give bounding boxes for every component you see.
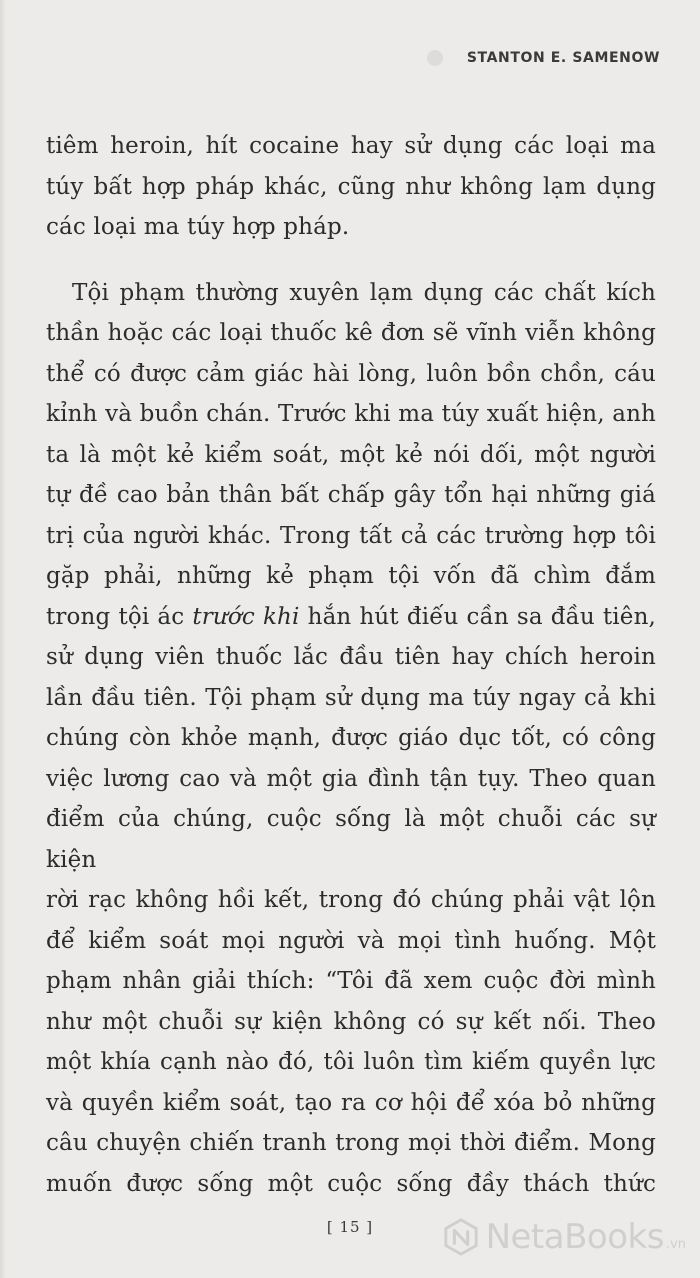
watermark-brand: NetaBooks: [485, 1217, 664, 1257]
text-line: túy bất hợp pháp khác, cũng như không lạm dụng: [46, 173, 656, 200]
text-line: muốn được sống một cuộc sống đầy thách thức: [46, 1170, 656, 1197]
text-line: thể có được cảm giác hài lòng, luôn bồn chồn, cáu: [46, 360, 656, 387]
text-line: trị của người khác. Trong tất cả các trường hợp tôi: [46, 522, 656, 549]
watermark: [442, 1218, 686, 1256]
text-run: trong tội ác: [46, 603, 193, 630]
text-line: rời rạc không hồi kết, trong đó chúng phải vật lộn: [46, 887, 656, 913]
text-line-with-emphasis: [46, 597, 656, 638]
header-ornament-icon: [427, 50, 443, 66]
page-number: [ 15 ]: [326, 1218, 374, 1236]
text-line: các loại ma túy hợp pháp.: [46, 214, 350, 240]
netabooks-logo-icon: [442, 1218, 480, 1256]
text-line: như một chuỗi sự kiện không có sự kết nối. Theo: [46, 1008, 656, 1035]
text-line: gặp phải, những kẻ phạm tội vốn đã chìm đắm: [46, 563, 656, 589]
text-line: Tội phạm thường xuyên lạm dụng các chất kích: [72, 279, 656, 306]
text-line: phạm nhân giải thích: “Tôi đã xem cuộc đời mình: [46, 968, 656, 994]
text-line: ta là một kẻ kiểm soát, một kẻ nói dối, một người: [46, 441, 656, 468]
text-line: điểm của chúng, cuộc sống là một chuỗi các sự kiện: [46, 806, 656, 873]
text-line: lần đầu tiên. Tội phạm sử dụng ma túy ngay cả khi: [46, 684, 656, 711]
text-line: để kiểm soát mọi người và mọi tình huống. Một: [46, 927, 656, 954]
text-line: tự đề cao bản thân bất chấp gây tổn hại những giá: [46, 482, 656, 508]
text-line: chúng còn khỏe mạnh, được giáo dục tốt, có công: [46, 725, 656, 751]
text-line: kỉnh và buồn chán. Trước khi ma túy xuất hiện, anh: [46, 401, 656, 427]
text-line: thần hoặc các loại thuốc kê đơn sẽ vĩnh viễn không: [46, 320, 656, 346]
text-line: một khía cạnh nào đó, tôi luôn tìm kiếm quyền lực: [46, 1049, 656, 1075]
running-head-author: STANTON E. SAMENOW: [466, 50, 660, 66]
text-line: sử dụng viên thuốc lắc đầu tiên hay chích heroin: [46, 644, 656, 670]
watermark-suffix: .vn: [665, 1237, 686, 1252]
page-edge-shadow: [0, 0, 6, 1278]
body-text: [46, 126, 656, 1204]
text-line: và quyền kiểm soát, tạo ra cơ hội để xóa bỏ những: [46, 1089, 656, 1116]
text-run: hắn hút điếu cần sa đầu tiên,: [299, 603, 656, 630]
text-line: tiêm heroin, hít cocaine hay sử dụng các loại ma: [46, 133, 656, 159]
text-line: câu chuyện chiến tranh trong mọi thời điểm. Mong: [46, 1130, 656, 1156]
text-line: việc lương cao và một gia đình tận tụy. Theo quan: [46, 765, 656, 792]
paragraph-2: [46, 273, 656, 1205]
paragraph-1: [46, 126, 656, 248]
emphasis-text: trước khi: [192, 603, 300, 630]
